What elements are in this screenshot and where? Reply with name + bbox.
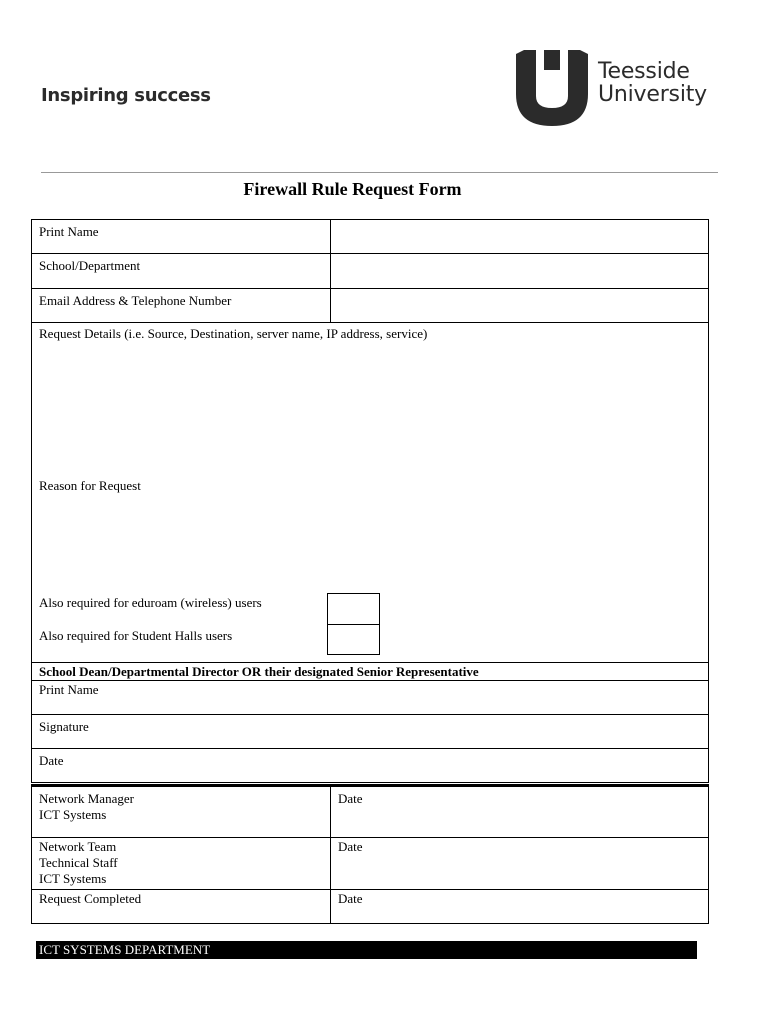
request-completed-date-cell[interactable] [330, 889, 709, 924]
student-halls-checkbox[interactable] [327, 624, 380, 655]
network-manager-date-cell[interactable] [330, 784, 709, 838]
request-details-label: Request Details (i.e. Source, Destination, server name, IP address, service) [39, 326, 428, 341]
school-department-label: School/Department [31, 253, 331, 288]
reason-for-request-label: Reason for Request [39, 478, 141, 493]
logo-wordmark: Teesside University [598, 59, 707, 107]
footer-department-bar: ICT SYSTEMS DEPARTMENT [36, 941, 697, 959]
network-manager-date-label: Date [338, 791, 363, 806]
university-shield-icon [516, 50, 588, 126]
request-completed-label: Request Completed [31, 889, 331, 924]
network-team-label [31, 837, 331, 890]
network-team-date-cell[interactable] [330, 837, 709, 890]
tagline: Inspiring success [41, 85, 211, 106]
eduroam-label: Also required for eduroam (wireless) users [39, 595, 262, 610]
network-manager-text: Network Manager ICT Systems [39, 791, 134, 822]
print-name-label: Print Name [31, 219, 331, 254]
approver-print-name-label: Print Name [39, 682, 99, 697]
school-department-field[interactable] [330, 253, 709, 288]
request-completed-date-label: Date [338, 891, 363, 906]
approver-date-row[interactable] [31, 748, 709, 783]
network-team-date-label: Date [338, 839, 363, 854]
print-name-field[interactable] [330, 219, 709, 254]
university-logo [516, 50, 726, 130]
email-telephone-label: Email Address & Telephone Number [31, 288, 331, 323]
approver-date-label: Date [39, 753, 64, 768]
header-divider [41, 172, 718, 173]
network-manager-label [31, 784, 331, 838]
student-halls-label: Also required for Student Halls users [39, 628, 233, 643]
eduroam-checkbox[interactable] [327, 593, 380, 625]
approver-print-name-row[interactable] [31, 680, 709, 715]
network-team-text: Network Team Technical Staff ICT Systems [39, 839, 118, 886]
approver-signature-row[interactable] [31, 714, 709, 749]
approver-heading: School Dean/Departmental Director OR their designated Senior Representative [31, 662, 709, 681]
form-title: Firewall Rule Request Form [243, 179, 462, 199]
email-telephone-field[interactable] [330, 288, 709, 323]
approver-signature-label: Signature [39, 719, 89, 734]
